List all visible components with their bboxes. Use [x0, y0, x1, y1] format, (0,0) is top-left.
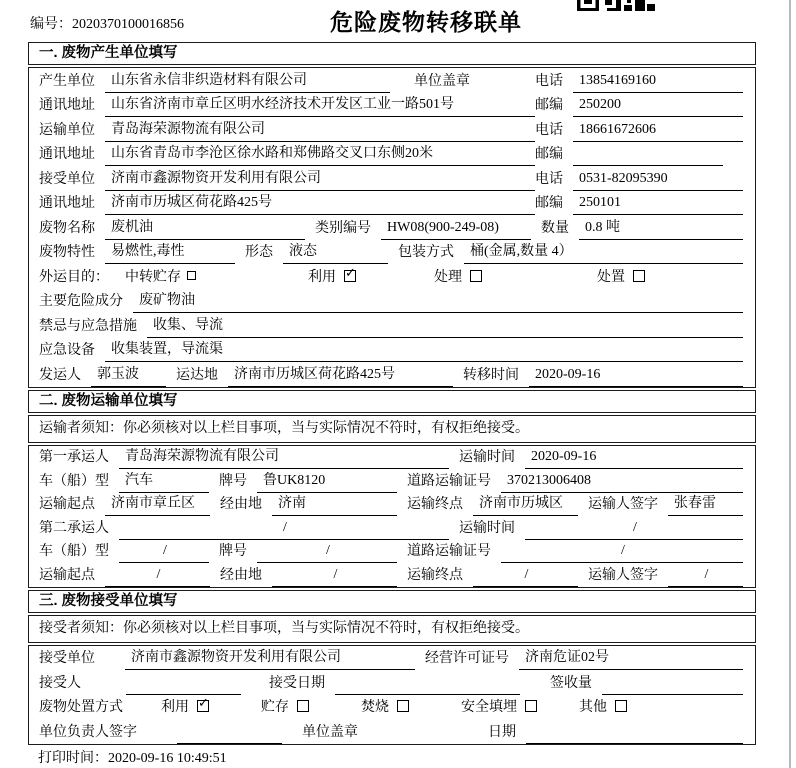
field-label: 邮编: [535, 98, 563, 113]
form-row: [29, 93, 755, 118]
field-value: /: [257, 543, 397, 563]
section-header-receiver: 三. 废物接受单位填写: [28, 590, 756, 613]
field-value: /: [105, 567, 210, 587]
field-label: 车（船）型: [39, 473, 109, 489]
checkbox-label: 安全填埋: [461, 700, 517, 715]
notice-receiver: 接受者须知：你必须核对以上栏目事项，当与实际情况不符时，有权拒绝接受。: [28, 615, 756, 643]
field-label: 运输终点: [407, 497, 463, 512]
field-value: 济南市章丘区: [105, 492, 210, 516]
page-title: 危险废物转移联单: [330, 9, 522, 35]
field-value: 济南市历城区: [473, 492, 578, 516]
field-label: 运输人签字: [588, 497, 658, 512]
checkbox-item: [434, 266, 482, 289]
form-row: [29, 338, 755, 363]
serial-label: 编号：: [30, 17, 72, 32]
field-label: 主要危险成分: [39, 294, 123, 309]
form-row: [29, 646, 755, 671]
form-row: [29, 516, 755, 540]
form-row: [29, 117, 755, 142]
field-label: 应急设备: [39, 343, 95, 358]
field-value: [335, 691, 520, 695]
field-label: 电话: [535, 171, 563, 187]
field-label: 接受单位: [39, 651, 95, 666]
section-body-producer: [28, 67, 756, 388]
form-row: [29, 289, 755, 314]
static-text: 单位盖章: [414, 73, 470, 89]
checkbox-empty-icon: [633, 270, 645, 282]
field-label: 产生单位: [39, 73, 95, 89]
field-value: 济南市鑫源物资开发利用有限公司: [125, 646, 415, 670]
field-label: 废物名称: [39, 220, 95, 236]
field-value: /: [119, 520, 449, 540]
form-row: [29, 469, 755, 493]
field-label: 运输起点: [39, 567, 95, 583]
field-label: 第二承运人: [39, 520, 109, 536]
field-value: 青岛海荣源物流有限公司: [119, 445, 449, 469]
field-value: [177, 740, 282, 744]
field-value: [573, 162, 723, 166]
field-value: 济南危证02号: [519, 646, 743, 670]
field-value: 张春雷: [668, 492, 743, 516]
field-label: 通讯地址: [39, 98, 95, 113]
field-value: 济南市鑫源物资开发利用有限公司: [105, 167, 535, 191]
form-row: [29, 191, 755, 216]
field-label: 运输终点: [407, 567, 463, 583]
form-row: [29, 362, 755, 387]
field-label: 邮编: [535, 196, 563, 211]
field-label: 外运目的：: [39, 269, 109, 285]
field-value: 济南: [272, 492, 397, 516]
checkbox-label: 焚烧: [361, 700, 389, 715]
section-body-receiver: [28, 645, 756, 745]
checkbox-empty-icon: [525, 700, 537, 712]
field-label: 电话: [535, 73, 563, 89]
field-value: 废机油: [105, 216, 305, 240]
field-value: /: [525, 520, 743, 540]
field-label: 道路运输证号: [407, 544, 491, 559]
field-label: 运输时间: [459, 450, 515, 465]
section-body-transporter: [28, 445, 756, 588]
field-value: 易燃性,毒性: [105, 240, 235, 264]
field-value: 0531-82095390: [573, 171, 743, 191]
field-value: [602, 691, 743, 695]
checkbox-label: 其他: [579, 700, 607, 715]
field-label: 经由地: [220, 497, 262, 512]
field-label: 形态: [245, 245, 273, 260]
field-label: 运输人签字: [588, 567, 658, 583]
field-label: 电话: [535, 122, 563, 138]
print-time-label: 打印时间：: [38, 751, 108, 766]
section-header-producer: 一. 废物产生单位填写: [28, 42, 756, 65]
field-value: /: [272, 567, 397, 587]
checkbox-label: 利用: [308, 269, 336, 285]
field-value: 鲁UK8120: [257, 469, 397, 493]
checkbox-item: [308, 266, 356, 289]
form-row: [29, 695, 755, 720]
form-row: [29, 563, 755, 587]
form-row: [29, 493, 755, 517]
field-label: 牌号: [219, 544, 247, 559]
field-value: /: [119, 543, 209, 563]
field-value: 济南市历城区荷花路425号: [105, 191, 535, 215]
field-label: 废物处置方式: [39, 700, 123, 715]
form-row: [29, 240, 755, 265]
field-value: 液态: [283, 240, 388, 264]
field-value: [526, 740, 743, 744]
field-label: 日期: [488, 724, 516, 740]
field-value: 山东省永信非织造材料有限公司: [105, 69, 390, 93]
field-label: 发运人: [39, 367, 81, 383]
field-label: 运输时间: [459, 520, 515, 536]
checkbox-checked-icon: [344, 270, 356, 282]
field-value: 山东省济南市章丘区明水经济技术开发区工业一路501号: [105, 93, 535, 117]
checkbox-label: 处置: [597, 269, 625, 285]
field-label: 道路运输证号: [407, 473, 491, 489]
field-value: 汽车: [119, 469, 209, 493]
field-value: [126, 691, 241, 695]
field-value: 废矿物油: [133, 289, 743, 313]
field-label: 邮编: [535, 147, 563, 162]
field-value: 济南市历城区荷花路425号: [228, 363, 453, 387]
field-value: 370213006408: [501, 473, 743, 493]
field-label: 接受人: [39, 675, 81, 691]
print-time: [38, 747, 227, 767]
checkbox-label: 贮存: [261, 700, 289, 715]
field-label: 包装方式: [398, 245, 454, 260]
field-label: 转移时间: [463, 367, 519, 383]
field-value: 250200: [573, 97, 743, 117]
field-value: 桶(金属,数量 4）: [464, 240, 743, 264]
field-value: /: [473, 567, 578, 587]
field-label: 禁忌与应急措施: [39, 318, 137, 334]
form-row: [29, 264, 755, 289]
checkbox-item: [461, 696, 537, 719]
field-label: 第一承运人: [39, 450, 109, 465]
form-row: [29, 166, 755, 191]
form-row: [29, 446, 755, 470]
checkbox-checked-icon: [197, 700, 209, 712]
form-row: [29, 670, 755, 695]
field-value: 2020-09-16: [529, 367, 743, 387]
field-value: 青岛海荣源物流有限公司: [105, 118, 535, 142]
field-label: 运输单位: [39, 122, 95, 138]
checkbox-empty-icon: [397, 700, 409, 712]
form-row: [29, 313, 755, 338]
field-label: 牌号: [219, 473, 247, 489]
field-label: 通讯地址: [39, 196, 95, 211]
field-label: 运输起点: [39, 497, 95, 512]
field-value: 山东省青岛市李沧区徐水路和郑佛路交叉口东侧20米: [105, 142, 535, 166]
checkbox-label: 处理: [434, 269, 462, 285]
field-value: 2020-09-16: [525, 449, 743, 469]
checkbox-label: 利用: [161, 700, 189, 715]
checkbox-empty-icon: [615, 700, 627, 712]
field-label: 单位负责人签字: [39, 724, 137, 740]
manifest-form-table: [28, 42, 756, 747]
field-label: 废物特性: [39, 245, 95, 260]
serial-value: 2020370100016856: [72, 17, 184, 32]
field-value: 250101: [573, 195, 743, 215]
form-row: [29, 540, 755, 564]
field-label: 接受单位: [39, 171, 95, 187]
field-value: HW08(900-249-08): [381, 220, 531, 240]
section-header-transporter: 二. 废物运输单位填写: [28, 390, 756, 413]
form-row: [29, 215, 755, 240]
field-value: 郭玉波: [91, 363, 166, 387]
notice-transporter: 运输者须知：你必须核对以上栏目事项，当与实际情况不符时，有权拒绝接受。: [28, 415, 756, 443]
form-row: [29, 142, 755, 167]
checkbox-empty-icon: [470, 270, 482, 282]
checkbox-item: [161, 696, 209, 719]
field-value: 13854169160: [573, 73, 743, 93]
checkbox-item: [597, 266, 645, 289]
print-time-value: 2020-09-16 10:49:51: [108, 751, 227, 766]
field-value: 0.8 吨: [579, 216, 743, 240]
field-label: 数量: [541, 220, 569, 236]
checkbox-empty-icon: [187, 271, 196, 280]
field-label: 签收量: [550, 675, 592, 691]
qr-code-icon: [577, 0, 655, 11]
checkbox-item: [125, 266, 196, 289]
field-value: 18661672606: [573, 122, 743, 142]
field-value: /: [501, 543, 743, 563]
field-value: 收集、导流: [147, 314, 743, 338]
field-label: 类别编号: [315, 220, 371, 236]
checkbox-item: [579, 696, 627, 719]
field-value: 收集装置，导流渠: [105, 338, 743, 362]
checkbox-label: 中转贮存: [125, 269, 181, 285]
checkbox-item: [361, 696, 409, 719]
static-text: 单位盖章: [302, 724, 358, 740]
field-value: /: [668, 567, 743, 587]
field-label: 经由地: [220, 567, 262, 583]
form-row: [29, 68, 755, 93]
field-label: 运达地: [176, 367, 218, 383]
field-label: 接受日期: [269, 675, 325, 691]
checkbox-empty-icon: [297, 700, 309, 712]
checkbox-item: [261, 696, 309, 719]
field-label: 经营许可证号: [425, 651, 509, 666]
field-label: 车（船）型: [39, 544, 109, 559]
field-label: 通讯地址: [39, 147, 95, 162]
page-edge-divider: [789, 0, 791, 768]
form-row: [29, 719, 755, 744]
